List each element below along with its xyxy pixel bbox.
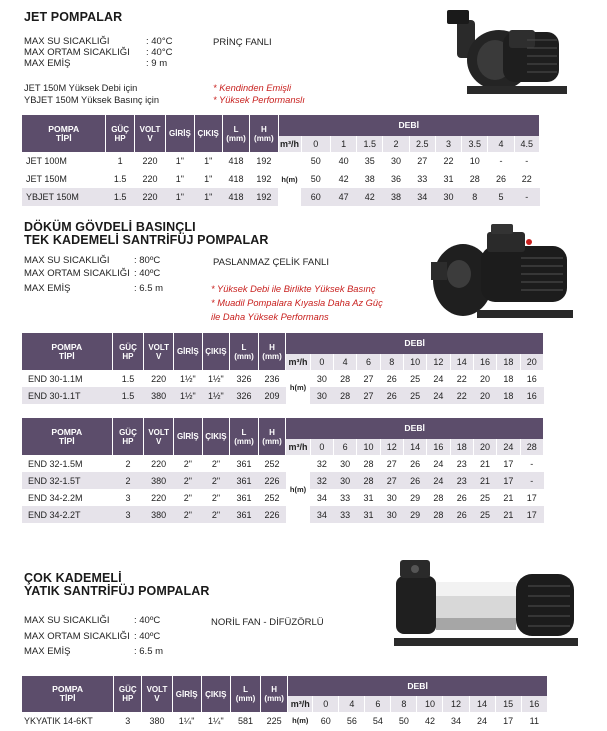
col-header-outlet: ÇIKIŞ — [202, 418, 230, 455]
head-cell: 32 — [310, 472, 333, 489]
length-cell: 326 — [230, 387, 259, 404]
head-cell: 25 — [473, 506, 496, 523]
model-cell: END 32-1.5T — [22, 472, 112, 489]
flow-value: 3.5 — [462, 136, 488, 152]
jet-spec-label-ambient: MAX ORTAM SICAKLIĞI — [24, 47, 130, 58]
volt-cell: 380 — [144, 472, 174, 489]
dokum-feature-less-power: * Muadil Pompalara Kıyasla Daha Az Güç — [211, 298, 383, 308]
table-row — [22, 370, 544, 387]
dokum-spec-label-suction: MAX EMİŞ — [24, 283, 71, 294]
head-cell: 21 — [480, 458, 491, 469]
flow-value: 14 — [450, 354, 473, 370]
outlet-cell: 1" — [204, 156, 213, 166]
col-header-pompa-tipi: POMPA TİPİ — [22, 676, 114, 712]
head-cell: 22 — [450, 387, 473, 404]
outlet-cell: 1" — [204, 174, 213, 184]
height-cell: 192 — [250, 188, 278, 206]
outlet-cell: 2" — [202, 506, 230, 523]
col-header-inlet: GİRİŞ — [174, 418, 203, 455]
col-header-height: H (mm) — [258, 418, 286, 455]
flow-unit-label: m³/h — [286, 354, 310, 370]
head-cell: 21 — [503, 492, 514, 503]
height-cell: 192 — [256, 174, 272, 184]
cok-spec-value-suction: : 6.5 m — [134, 646, 164, 657]
head-cell: 24 — [427, 472, 450, 489]
head-cell: 54 — [372, 715, 383, 726]
dokum-spec-value-suction: : 6.5 m — [134, 283, 164, 294]
col-header-outlet: ÇIKIŞ — [202, 333, 230, 370]
head-cell: 34 — [316, 492, 327, 503]
head-cell: 24 — [427, 387, 450, 404]
hp-cell: 3 — [125, 492, 131, 503]
length-cell: 361 — [236, 492, 252, 503]
flow-value: 4 — [339, 696, 365, 712]
volt-cell: 220 — [151, 458, 167, 469]
head-cell: 31 — [443, 174, 454, 184]
flow-value: 14 — [469, 696, 495, 712]
volt-cell: 220 — [151, 373, 167, 384]
head-cell: 33 — [340, 492, 351, 503]
dokum-feature-high-performance: ile Daha Yüksek Performans — [211, 312, 329, 322]
height-cell: 236 — [264, 373, 280, 384]
head-cell: 22 — [521, 174, 532, 184]
model-cell: JET 100M — [26, 156, 67, 166]
model-cell: END 30-1.1T — [22, 387, 112, 404]
head-cell: 17 — [526, 492, 537, 503]
length-cell: 361 — [236, 458, 252, 469]
col-header-length: L (mm) — [230, 418, 259, 455]
head-cell: 28 — [334, 387, 357, 404]
head-cell: 25 — [410, 373, 421, 384]
col-header-length: L (mm) — [230, 676, 260, 712]
jet-spec-label-water: MAX SU SICAKLIĞI — [24, 36, 110, 47]
head-cell: 30 — [340, 458, 351, 469]
height-cell: 226 — [258, 506, 286, 523]
dokum-section-title-1: DÖKÜM GÖVDELİ BASINÇLI — [24, 220, 196, 234]
hp-cell: 1.5 — [113, 174, 127, 184]
head-cell: 27 — [380, 472, 403, 489]
flow-value: 16 — [427, 439, 450, 455]
head-cell: 42 — [424, 715, 435, 726]
cok-section-title-2: YATIK SANTRİFÜJ POMPALAR — [24, 584, 210, 598]
head-cell: 27 — [363, 373, 374, 384]
head-cell: 28 — [357, 472, 380, 489]
head-cell: 35 — [364, 156, 375, 166]
col-header-volt: VOLT V — [134, 115, 165, 152]
outlet-cell: 1" — [194, 188, 222, 206]
col-header-power: GÜÇ HP — [114, 676, 142, 712]
table-row — [22, 152, 540, 170]
length-cell: 418 — [228, 156, 244, 166]
head-cell: 26 — [380, 387, 403, 404]
flow-value: 0 — [310, 439, 333, 455]
head-cell: 27 — [417, 156, 428, 166]
head-cell: 28 — [469, 174, 480, 184]
col-header-pompa-tipi: POMPA TİPİ — [22, 418, 112, 455]
dokum-spec-label-ambient: MAX ORTAM SICAKLIĞI — [24, 268, 130, 279]
col-header-power: GÜÇ HP — [112, 418, 144, 455]
flow-value: 18 — [450, 439, 473, 455]
head-cell: 21 — [497, 506, 520, 523]
col-header-power: GÜÇ HP — [112, 333, 144, 370]
flow-unit-label: m³/h — [286, 439, 310, 455]
col-header-debi: DEBİ — [286, 418, 544, 439]
length-cell: 361 — [230, 506, 259, 523]
head-cell: 23 — [450, 472, 473, 489]
head-cell: 20 — [480, 373, 491, 384]
outlet-cell: 1¼" — [207, 715, 224, 726]
table-row — [22, 387, 544, 404]
col-header-height: H (mm) — [258, 333, 286, 370]
head-cell: 31 — [363, 492, 374, 503]
flow-value: 0 — [313, 696, 339, 712]
dokum-spec-label-water: MAX SU SICAKLIĞI — [24, 255, 110, 266]
head-cell: 24 — [433, 458, 444, 469]
length-cell: 361 — [230, 472, 259, 489]
head-cell: 60 — [320, 715, 331, 726]
flow-value: 20 — [520, 354, 543, 370]
model-cell: END 34-2.2T — [22, 506, 112, 523]
col-header-length: L (mm) — [230, 333, 259, 370]
height-cell: 209 — [258, 387, 286, 404]
flow-value: 4 — [488, 136, 514, 152]
head-cell: 10 — [469, 156, 480, 166]
volt-cell: 380 — [149, 715, 165, 726]
table-row — [22, 506, 544, 523]
head-cell: 30 — [386, 492, 397, 503]
head-cell: 34 — [451, 715, 462, 726]
flow-value: 1 — [330, 136, 356, 152]
col-header-debi: DEBİ — [288, 676, 548, 696]
flow-value: 14 — [403, 439, 426, 455]
flow-value: 2.5 — [409, 136, 435, 152]
head-cell: 17 — [520, 506, 543, 523]
outlet-cell: 1½" — [208, 373, 224, 384]
head-cell: 11 — [529, 715, 539, 726]
inlet-cell: 2" — [174, 472, 203, 489]
table-row — [22, 712, 548, 729]
head-cell: 26 — [410, 458, 421, 469]
flow-value: 4.5 — [514, 136, 539, 152]
head-unit-label: h(m) — [288, 712, 313, 729]
outlet-cell: 2" — [211, 458, 221, 469]
table-row — [22, 489, 544, 506]
head-cell: 30 — [391, 156, 402, 166]
head-cell: 24 — [433, 373, 444, 384]
head-cell: 25 — [403, 387, 426, 404]
head-cell: 22 — [443, 156, 454, 166]
hp-cell: 2 — [112, 472, 144, 489]
head-cell: 50 — [310, 156, 321, 166]
head-cell: 42 — [338, 174, 349, 184]
head-cell: 50 — [398, 715, 409, 726]
flow-value: 10 — [403, 354, 426, 370]
hp-cell: 3 — [125, 715, 131, 726]
model-cell: END 34-2.2M — [28, 492, 83, 503]
inlet-cell: 1¼" — [178, 715, 195, 726]
cok-spec-value-water: : 40ºC — [134, 615, 161, 626]
length-cell: 581 — [238, 715, 254, 726]
head-cell: 27 — [357, 387, 380, 404]
volt-cell: 220 — [134, 188, 165, 206]
jet-pump-image — [437, 2, 577, 110]
head-cell: - — [520, 472, 543, 489]
height-cell: 225 — [266, 715, 282, 726]
head-unit-label: h(m) — [278, 152, 301, 206]
outlet-cell: 1½" — [202, 387, 230, 404]
head-cell: - — [525, 156, 529, 166]
col-header-volt: VOLT V — [142, 676, 172, 712]
flow-value: 4 — [334, 354, 357, 370]
flow-value: 2 — [383, 136, 409, 152]
col-header-inlet: GİRİŞ — [166, 115, 194, 152]
head-cell: 23 — [456, 458, 467, 469]
jet-spec-value-ambient: : 40°C — [146, 47, 173, 58]
flow-value: 20 — [473, 439, 496, 455]
model-cell: YKYATIK 14-6KT — [24, 715, 93, 726]
flow-value: 6 — [365, 696, 391, 712]
head-cell: 40 — [338, 156, 349, 166]
dokum-section-title-2: TEK KADEMELİ SANTRİFÜJ POMPALAR — [24, 233, 269, 247]
flow-value: 0 — [301, 136, 330, 152]
table-row — [22, 455, 544, 472]
head-cell: 60 — [301, 188, 330, 206]
hp-cell: 1.5 — [112, 387, 144, 404]
head-unit-label: h(m) — [286, 370, 310, 404]
dokum-fan-type: PASLANMAZ ÇELİK FANLI — [213, 257, 329, 268]
head-cell: 18 — [497, 387, 520, 404]
col-header-height: H (mm) — [261, 676, 288, 712]
flow-value: 10 — [417, 696, 443, 712]
head-cell: 26 — [386, 373, 397, 384]
flow-value: 12 — [380, 439, 403, 455]
dokum-spec-value-ambient: : 40ºC — [134, 268, 161, 279]
head-cell: 18 — [503, 373, 514, 384]
head-cell: 30 — [334, 472, 357, 489]
col-header-outlet: ÇIKIŞ — [201, 676, 230, 712]
cok-spec-value-ambient: : 40ºC — [134, 631, 161, 642]
height-cell: 192 — [256, 156, 272, 166]
inlet-cell: 1" — [175, 156, 184, 166]
inlet-cell: 2" — [183, 492, 192, 503]
flow-value: 0 — [310, 354, 333, 370]
dokum-pump-table-2 — [22, 418, 544, 523]
model-cell: JET 150M — [26, 174, 67, 184]
length-cell: 326 — [236, 373, 252, 384]
head-cell: 26 — [403, 472, 426, 489]
dokum-spec-value-water: : 80ºC — [134, 255, 161, 266]
col-header-pompa-tipi: POMPA TİPİ — [22, 115, 106, 152]
model-cell: YBJET 150M — [22, 188, 106, 206]
flow-value: 15 — [495, 696, 521, 712]
head-cell: - — [514, 188, 539, 206]
length-cell: 418 — [228, 174, 244, 184]
flow-value: 16 — [473, 354, 496, 370]
jet-note-high-flow: JET 150M Yüksek Debi için — [24, 83, 138, 93]
flow-value: 6 — [357, 354, 380, 370]
head-cell: 30 — [310, 387, 333, 404]
multistage-pump-table — [22, 676, 548, 729]
head-cell: 33 — [334, 506, 357, 523]
head-cell: - — [499, 156, 503, 166]
inlet-cell: 1½" — [174, 387, 203, 404]
jet-section-title: JET POMPALAR — [24, 10, 123, 24]
hp-cell: 1 — [117, 156, 123, 166]
head-cell: 47 — [330, 188, 356, 206]
flow-value: 8 — [380, 354, 403, 370]
head-cell: 25 — [480, 492, 491, 503]
head-cell: 21 — [473, 472, 496, 489]
outlet-cell: 2" — [202, 472, 230, 489]
head-cell: 30 — [316, 373, 327, 384]
hp-cell: 1.5 — [106, 188, 134, 206]
head-cell: 28 — [433, 492, 444, 503]
col-header-volt: VOLT V — [144, 418, 174, 455]
head-cell: 50 — [310, 174, 321, 184]
head-cell: 26 — [450, 506, 473, 523]
cok-spec-label-suction: MAX EMİŞ — [24, 646, 71, 657]
col-header-inlet: GİRİŞ — [174, 333, 203, 370]
flow-value: 3 — [435, 136, 461, 152]
model-cell: END 30-1.1M — [28, 373, 83, 384]
col-header-inlet: GİRİŞ — [172, 676, 201, 712]
jet-note-high-pressure: YBJET 150M Yüksek Basınç için — [24, 95, 160, 105]
head-cell: 36 — [391, 174, 402, 184]
head-cell: 28 — [427, 506, 450, 523]
head-cell: 26 — [495, 174, 506, 184]
volt-cell: 380 — [144, 387, 174, 404]
flow-unit-label: m³/h — [288, 696, 313, 712]
head-cell: 29 — [410, 492, 421, 503]
flow-value: 16 — [521, 696, 547, 712]
inlet-cell: 1" — [166, 188, 194, 206]
model-cell: END 32-1.5M — [28, 458, 83, 469]
head-cell: 34 — [409, 188, 435, 206]
dokum-pump-image — [425, 218, 585, 328]
flow-value: 10 — [357, 439, 380, 455]
volt-cell: 220 — [151, 492, 167, 503]
jet-spec-value-suction: : 9 m — [146, 58, 168, 69]
head-cell: 42 — [357, 188, 383, 206]
hp-cell: 2 — [125, 458, 131, 469]
head-cell: 32 — [316, 458, 327, 469]
head-cell: 24 — [477, 715, 488, 726]
head-cell: 30 — [435, 188, 461, 206]
head-cell: 20 — [473, 387, 496, 404]
col-header-length: L (mm) — [222, 115, 249, 152]
head-cell: 26 — [456, 492, 467, 503]
flow-value: 24 — [497, 439, 520, 455]
head-cell: 16 — [526, 373, 537, 384]
head-cell: - — [530, 458, 534, 469]
dokum-feature-high-flow: * Yüksek Debi ile Birlikte Yüksek Basınç — [211, 284, 376, 294]
multistage-pump-image — [388, 556, 584, 652]
head-cell: 30 — [380, 506, 403, 523]
flow-value: 12 — [443, 696, 469, 712]
head-unit-label: h(m) — [286, 455, 310, 523]
head-cell: 5 — [488, 188, 514, 206]
col-header-debi: DEBİ — [278, 115, 540, 136]
head-cell: 8 — [462, 188, 488, 206]
jet-fan-type: PRİNÇ FANLI — [213, 37, 272, 48]
flow-value: 8 — [391, 696, 417, 712]
cok-fan-type: NORİL FAN - DİFÜZÖRLÜ — [211, 617, 324, 628]
head-cell: 22 — [456, 373, 467, 384]
flow-value: 6 — [334, 439, 357, 455]
cok-section-title-1: ÇOK KADEMELİ — [24, 571, 122, 585]
head-cell: 27 — [386, 458, 397, 469]
hp-cell: 3 — [112, 506, 144, 523]
hp-cell: 1.5 — [121, 373, 135, 384]
head-cell: 17 — [503, 458, 514, 469]
head-cell: 56 — [346, 715, 357, 726]
head-cell: 33 — [417, 174, 428, 184]
jet-feature-self-priming: * Kendinden Emişli — [213, 83, 292, 93]
inlet-cell: 2" — [183, 458, 192, 469]
flow-value: 18 — [497, 354, 520, 370]
inlet-cell: 2" — [174, 506, 203, 523]
jet-spec-value-water: : 40°C — [146, 36, 173, 47]
head-cell: 28 — [363, 458, 374, 469]
table-row — [22, 472, 544, 489]
head-cell: 38 — [364, 174, 375, 184]
cok-spec-label-ambient: MAX ORTAM SICAKLIĞI — [24, 631, 130, 642]
head-cell: 29 — [403, 506, 426, 523]
outlet-cell: 2" — [211, 492, 221, 503]
head-cell: 31 — [357, 506, 380, 523]
col-header-volt: VOLT V — [144, 333, 174, 370]
flow-value: 1.5 — [357, 136, 383, 152]
cok-spec-label-water: MAX SU SICAKLIĞI — [24, 615, 110, 626]
flow-value: 12 — [427, 354, 450, 370]
head-cell: 17 — [497, 472, 520, 489]
head-cell: 16 — [520, 387, 543, 404]
col-header-pompa-tipi: POMPA TİPİ — [22, 333, 112, 370]
inlet-cell: 1½" — [179, 373, 196, 384]
col-header-outlet: ÇIKIŞ — [194, 115, 222, 152]
col-header-debi: DEBİ — [286, 333, 544, 354]
length-cell: 418 — [222, 188, 249, 206]
volt-cell: 220 — [142, 156, 158, 166]
jet-pump-table — [22, 115, 540, 206]
flow-value: 28 — [520, 439, 543, 455]
volt-cell: 380 — [144, 506, 174, 523]
height-cell: 226 — [258, 472, 286, 489]
height-cell: 252 — [264, 492, 280, 503]
head-cell: 28 — [340, 373, 351, 384]
jet-feature-high-performance: * Yüksek Performanslı — [213, 95, 305, 105]
head-cell: 17 — [503, 715, 514, 726]
head-cell: 38 — [383, 188, 409, 206]
height-cell: 252 — [264, 458, 280, 469]
col-header-height: H (mm) — [250, 115, 278, 152]
col-header-power: GÜÇ HP — [106, 115, 134, 152]
head-cell: 34 — [310, 506, 333, 523]
dokum-pump-table-1 — [22, 333, 544, 404]
flow-unit-label: m³/h — [278, 136, 301, 152]
jet-spec-label-suction: MAX EMİŞ — [24, 58, 71, 69]
volt-cell: 220 — [142, 174, 158, 184]
inlet-cell: 1" — [175, 174, 184, 184]
